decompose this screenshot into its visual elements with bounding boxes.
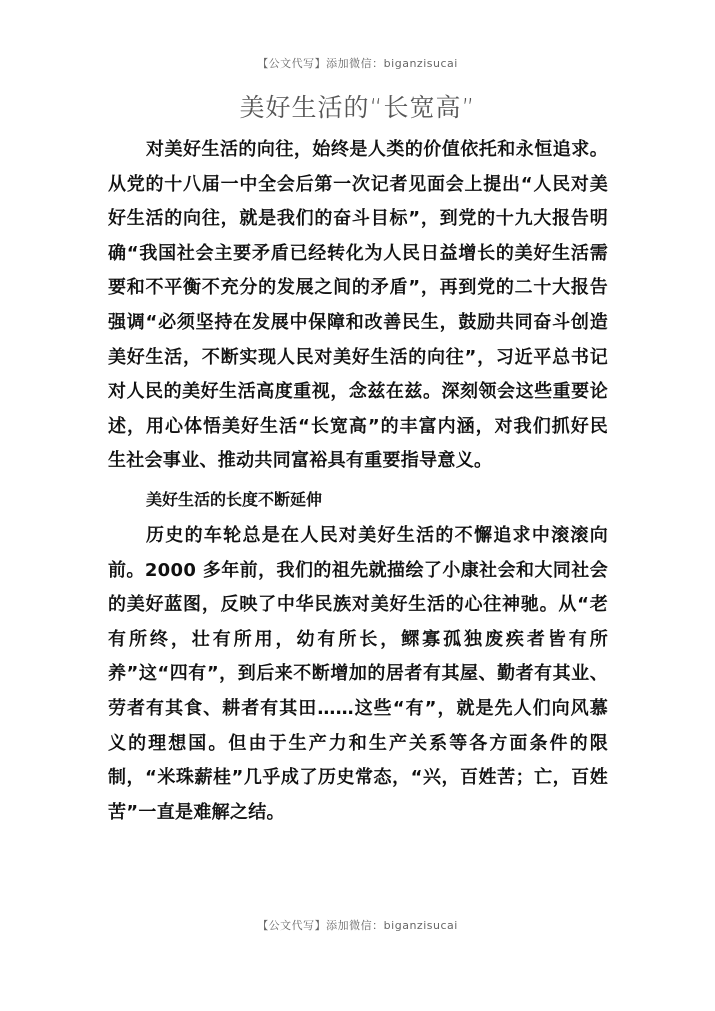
intro-paragraph: 对美好生活的向往，始终是人类的价值依托和永恒追求。从党的十八届一中全会后第一次记者见面会上提出“人民对美好生活的向往，就是我们的奋斗目标”，到党的十九大报告明确“我国社会主要矛盾已经转化为人民日益增长的美好生活需要和不平衡不充分的发展之间的矛盾”，再到党的二十大报告强调“必须坚持在发展中保障和改善民生，鼓励共同奋斗创造美好生活，不断实现人民对美好生活的向往”，习近平总书记对人民的美好生活高度重视，念兹在兹。深刻领会这些重要论述，用心体悟美好生活“长宽高”的丰富内涵，对我们抓好民生社会事业、推动共同富裕具有重要指导意义。 bbox=[108, 139, 608, 472]
footer-watermark: 【公文代写】添加微信：biganzisucai bbox=[257, 919, 458, 932]
header-watermark: 【公文代写】添加微信：biganzisucai bbox=[257, 57, 458, 70]
document-title: 美好生活的“长宽高” bbox=[239, 93, 476, 122]
section-paragraph: 历史的车轮总是在人民对美好生活的不懈追求中滚滚向前。2000 多年前，我们的祖先就描绘了小康社会和大同社会的美好蓝图，反映了中华民族对美好生活的心往神驰。从“老有所终，壮有所用，幼有所长，鳏寡孤独废疾者皆有所养”这“四有”，到后来不断增加的居者有其屋、勤者有其业、劳者有其食、耕者有其田……这些“有”，就是先人们向风慕义的理想国。但由于生产力和生产关系等各方面条件的限制，“米珠薪桂”几乎成了历史常态，“兴，百姓苦；亡，百姓苦”一直是难解之结。 bbox=[108, 524, 608, 823]
document-body bbox=[108, 133, 608, 830]
section-heading: 美好生活的长度不断延伸 bbox=[146, 489, 323, 509]
